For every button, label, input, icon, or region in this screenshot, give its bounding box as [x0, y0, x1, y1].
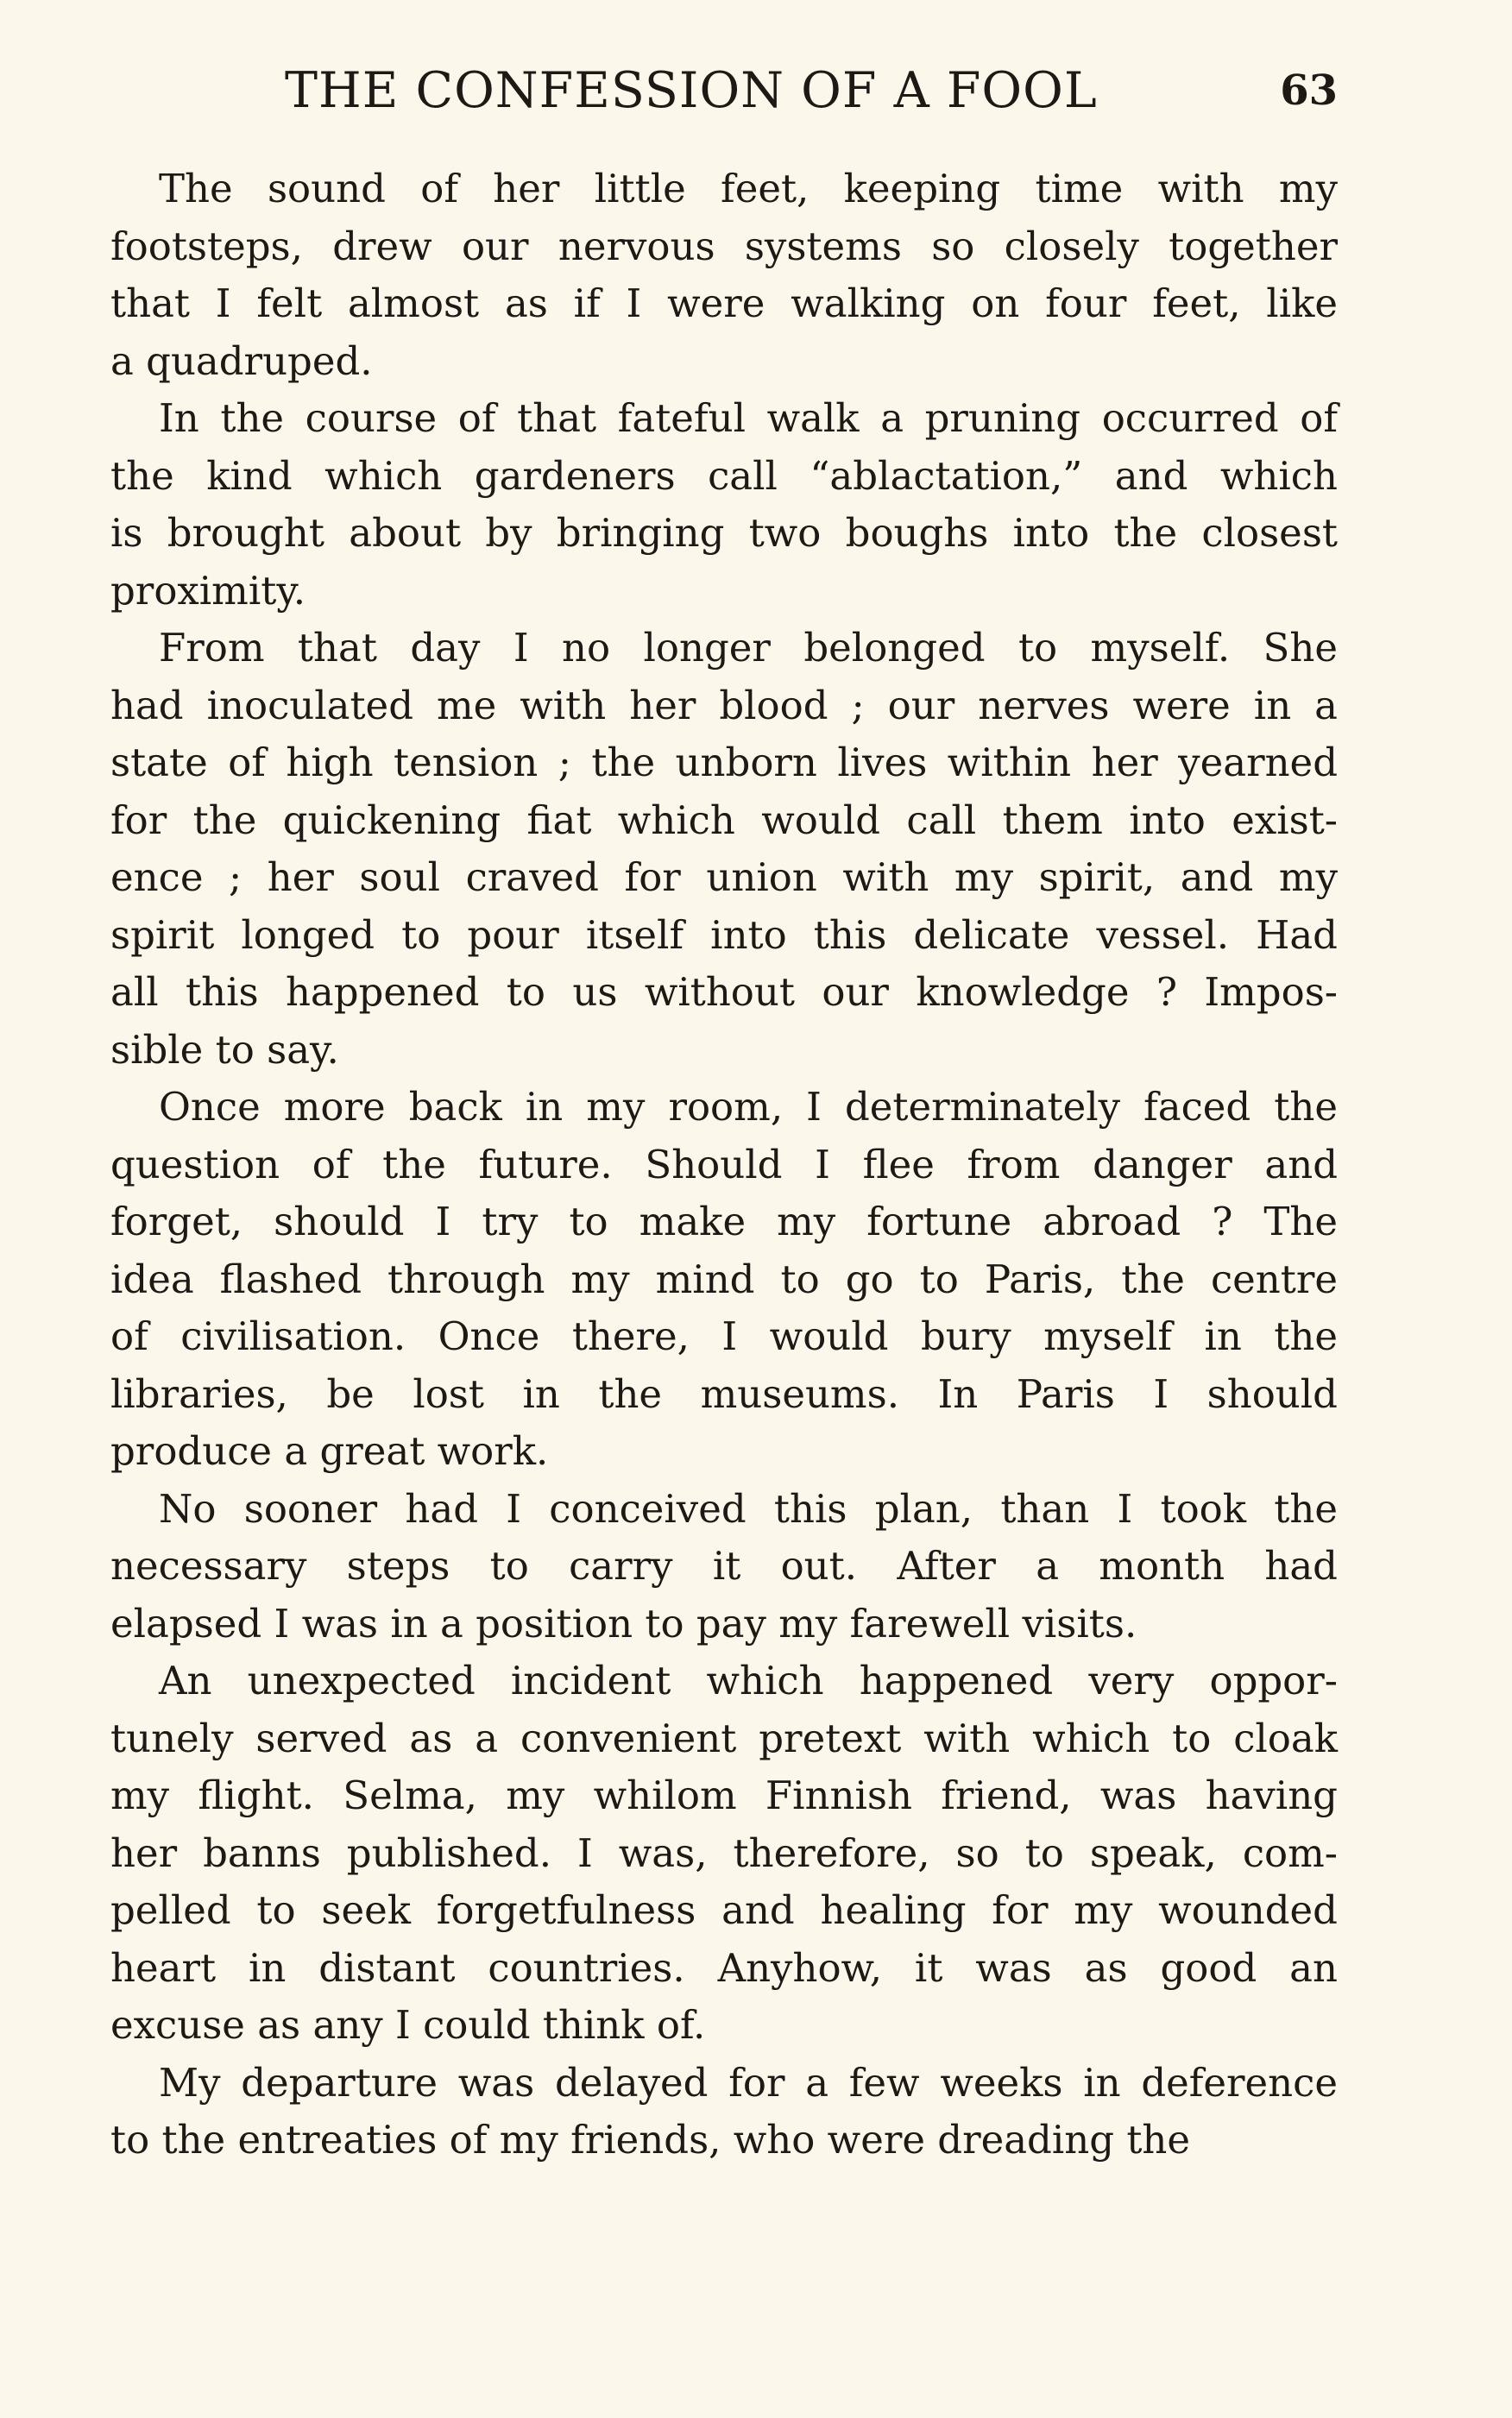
- text-line: footsteps, drew our nervous systems so closely together: [110, 223, 1338, 269]
- text-line: Once more back in my room, I determinately faced the: [159, 1084, 1338, 1130]
- running-header: [112, 52, 1338, 129]
- running-title: THE CONFESSION OF A FOOL: [285, 62, 1098, 119]
- text-line: of civilisation. Once there, I would bury myself in the: [110, 1313, 1338, 1359]
- text-line: her banns published. I was, therefore, so to speak, com-: [110, 1829, 1338, 1876]
- text-line: No sooner had I conceived this plan, than I took the: [159, 1485, 1338, 1532]
- text-line: My departure was delayed for a few weeks in deference: [159, 2059, 1338, 2106]
- text-line: produce a great work.: [110, 1428, 549, 1474]
- paragraph: [110, 2055, 1338, 2169]
- text-line: idea flashed through my mind to go to Paris, the centre: [110, 1256, 1338, 1302]
- text-line: tunely served as a convenient pretext with which to cloak: [110, 1715, 1338, 1761]
- text-line: the kind which gardeners call “ablactation,” and which: [110, 452, 1338, 499]
- paragraph: [110, 1653, 1338, 2055]
- paragraph: [110, 620, 1338, 1079]
- text-line: is brought about by bringing two boughs into the closest: [110, 510, 1338, 556]
- text-line: for the quickening fiat which would call them into exist-: [110, 797, 1338, 843]
- text-line: From that day I no longer belonged to myself. She: [159, 625, 1338, 671]
- text-line: The sound of her little feet, keeping time with my: [159, 166, 1338, 211]
- text-line: heart in distant countries. Anyhow, it was as good an: [110, 1944, 1338, 1991]
- text-line: my flight. Selma, my whilom Finnish friend, was having: [110, 1773, 1338, 1818]
- text-line: proximity.: [110, 567, 306, 614]
- text-line: that I felt almost as if I were walking on four feet, like: [110, 280, 1338, 326]
- paragraph: [110, 390, 1338, 620]
- text-line: pelled to seek forgetfulness and healing for my wounded: [110, 1887, 1338, 1933]
- body-text: [110, 161, 1338, 2169]
- text-line: libraries, be lost in the museums. In Paris I should: [110, 1370, 1338, 1417]
- text-line: necessary steps to carry it out. After a month had: [110, 1543, 1338, 1589]
- paragraph: [110, 1079, 1338, 1481]
- text-line: An unexpected incident which happened very oppor-: [159, 1658, 1338, 1703]
- text-line: In the course of that fateful walk a pruning occurred of: [159, 395, 1338, 441]
- page-number: 63: [1280, 66, 1338, 115]
- text-line: had inoculated me with her blood ; our nerves were in a: [110, 682, 1338, 728]
- text-line: to the entreaties of my friends, who were dreading the: [110, 2117, 1191, 2163]
- text-line: all this happened to us without our knowledge ? Impos-: [110, 969, 1338, 1015]
- text-line: a quadruped.: [110, 337, 373, 384]
- text-line: state of high tension ; the unborn lives within her yearned: [110, 740, 1338, 785]
- text-line: spirit longed to pour itself into this delicate vessel. Had: [110, 911, 1338, 958]
- text-line: forget, should I try to make my fortune abroad ? The: [110, 1199, 1338, 1244]
- text-line: question of the future. Should I flee from danger and: [110, 1141, 1338, 1187]
- text-line: sible to say.: [110, 1026, 339, 1073]
- text-line: elapsed I was in a position to pay my farewell visits.: [110, 1600, 1137, 1647]
- text-line: ence ; her soul craved for union with my spirit, and my: [110, 854, 1338, 900]
- paragraph: [110, 161, 1338, 390]
- paragraph: [110, 1481, 1338, 1653]
- text-line: excuse as any I could think of.: [110, 2002, 706, 2048]
